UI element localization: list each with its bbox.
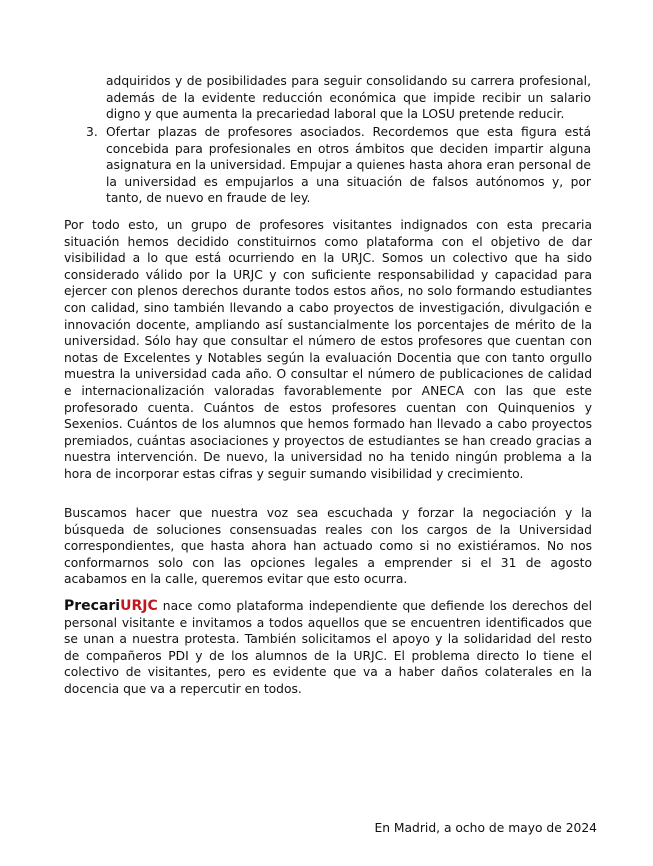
- list-item-number: 3.: [86, 125, 98, 139]
- list-item: [86, 124, 591, 207]
- brand-accent: URJC: [120, 598, 158, 614]
- brand-prefix: Precari: [64, 598, 121, 614]
- closing-paragraph: [64, 598, 592, 698]
- paragraph: Por todo esto, un grupo de profesores visitantes indignados con esta precaria situación hemos decidido constituirnos como plataforma con el objetivo de dar visibilidad a lo que está ocurriendo en la URJC. Somos un colectivo que ha sido considerado válido por la URJC y con suficiente responsabilidad y capacidad para ejercer con plenos derechos durante todos estos años, no solo formando estudiantes con calidad, sino también llevando a cabo proyectos de investigación, divulgación e innovación docente, ampliando así sustancialmente los porcentajes de mérito de la universidad. Sólo hay que consultar el número de estos profesores que cuentan con notas de Excelentes y Notables según la evaluación Docentia que con tanto orgullo muestra la universidad cada año. O consultar el número de publicaciones de calidad e internacionalización valoradas favorablemente por ANECA con las que este profesorado cuenta. Cuántos de estos profesores cuentan con Quinquenios y Sexenios. Cuántos de los alumnos que hemos formado han llevado a cabo proyectos premiados, cuántas asociaciones y proyectos de estudiantes se han creado gracias a nuestra intervención. De nuevo, la universidad no ha tenido ningún problema a la hora de incorporar estas cifras y seguir sumando visibilidad y crecimiento.: [64, 218, 592, 481]
- paragraph: Buscamos hacer que nuestra voz sea escuchada y forzar la negociación y la búsqueda de soluciones consensuadas reales con los cargos de la Universidad correspondientes, que hasta ahora han actuado como si no existiéramos. No nos conformarnos solo con las opciones legales a emprender si el 31 de agosto acabamos en la calle, queremos evitar que esto ocurra.: [64, 506, 592, 587]
- closing-text: nace como plataforma independiente que defiende los derechos del personal visitante e invitamos a todos aquellos que se encuentren identificados que se unan a nuestra protesta. También solicitamos el apoyo y la solidaridad del resto de compañeros PDI y de los alumnos de la URJC. El problema directo lo tiene el colectivo de visitantes, pero es evidente que va a haber daños colaterales en la docencia que va a repercutir en todos.: [64, 599, 592, 696]
- list-item-continuation: adquiridos y de posibilidades para seguir consolidando su carrera profesional, además de la evidente reducción económica que impide recibir un salario digno y que aumenta la precariedad laboral que la LOSU pretende reducir.: [106, 74, 591, 122]
- date-line: En Madrid, a ocho de mayo de 2024: [374, 821, 597, 835]
- brand-name: [64, 598, 158, 614]
- list-item-text: Ofertar plazas de profesores asociados. Recordemos que esta figura está concebida para profesionales en otros ámbitos que deciden impartir alguna asignatura en la universidad. Empujar a quienes hasta ahora eran personal de la universidad es empujarlos a una situación de falsos autónomos y, por tanto, de nuevo en fraude de ley.: [106, 125, 591, 206]
